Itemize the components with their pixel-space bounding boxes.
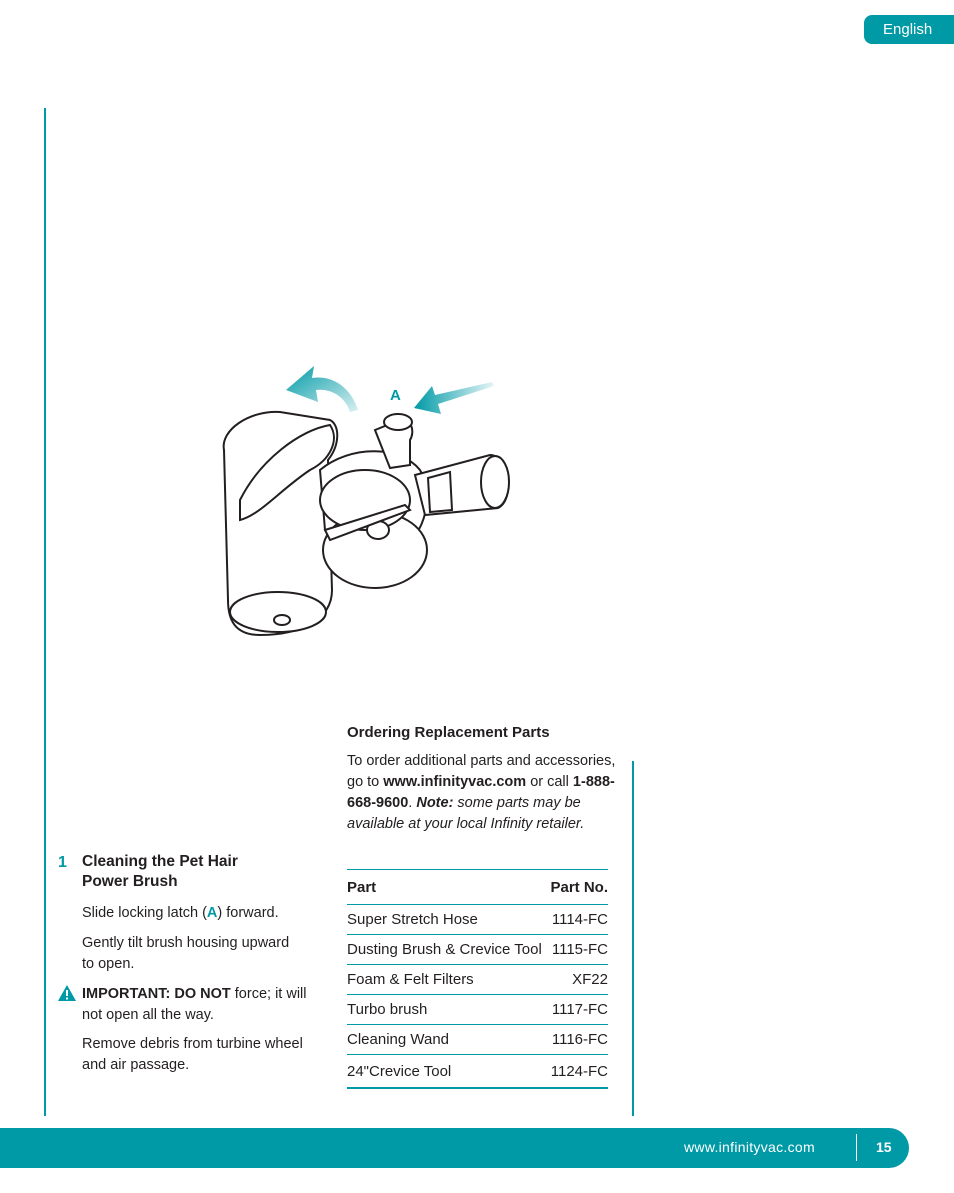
ordering-section <box>347 722 622 835</box>
website-link[interactable]: www.infinityvac.com <box>383 774 527 790</box>
part-number: 1117-FC <box>549 995 609 1025</box>
header-part-no: Part No. <box>549 870 609 905</box>
ordering-text: To order additional parts and accessories, go to www.infinityvac.com or call 1-888-668-9600. Note: some parts may be available at your local Infinity retailer. <box>347 753 616 832</box>
step-number: 1 <box>58 854 67 871</box>
part-name: Dusting Brush & Crevice Tool <box>347 935 549 965</box>
part-name: Super Stretch Hose <box>347 905 549 935</box>
instruction-slide-latch: Slide locking latch (A) forward. <box>82 905 279 921</box>
tilt-arrow-icon <box>286 366 358 412</box>
table-row <box>347 1025 608 1055</box>
table-header-row <box>347 870 608 905</box>
pet-hair-brush-illustration <box>200 350 520 650</box>
push-arrow-icon <box>414 382 494 414</box>
step-title: Cleaning the Pet Hair Power Brush <box>82 853 238 890</box>
instruction-remove-debris: Remove debris from turbine wheel and air passage. <box>82 1036 303 1073</box>
part-name: Turbo brush <box>347 995 549 1025</box>
instruction-tilt-housing: Gently tilt brush housing upward to open. <box>82 935 290 972</box>
part-number: 1115-FC <box>549 935 609 965</box>
part-number: 1114-FC <box>549 905 609 935</box>
parts-table <box>347 869 608 1089</box>
language-tab[interactable]: English <box>864 15 954 44</box>
table-row <box>347 935 608 965</box>
table-row <box>347 965 608 995</box>
left-divider <box>44 108 46 1116</box>
part-number: XF22 <box>549 965 609 995</box>
part-name: 24"Crevice Tool <box>347 1055 549 1089</box>
part-name: Foam & Felt Filters <box>347 965 549 995</box>
note-text: some parts may be available at your local Infinity retailer. <box>347 795 585 832</box>
part-number: 1116-FC <box>549 1025 609 1055</box>
latch-marker: A <box>206 905 218 921</box>
footer-divider <box>856 1134 857 1161</box>
page-number: 15 <box>876 1139 892 1155</box>
note-label: Note: <box>416 795 454 811</box>
footer-url[interactable]: www.infinityvac.com <box>684 1139 815 1155</box>
callout-label: A <box>390 387 401 404</box>
phone-number: 1-888-668-9600 <box>347 774 615 811</box>
table-row <box>347 995 608 1025</box>
warning-icon <box>58 985 76 1001</box>
part-number: 1124-FC <box>549 1055 609 1089</box>
table-row <box>347 905 608 935</box>
header-part: Part <box>347 870 549 905</box>
middle-divider <box>632 761 634 1116</box>
important-warning: IMPORTANT: DO NOT force; it will not open all the way. <box>82 986 307 1023</box>
ordering-title: Ordering Replacement Parts <box>347 724 550 741</box>
table-row <box>347 1055 608 1089</box>
part-name: Cleaning Wand <box>347 1025 549 1055</box>
